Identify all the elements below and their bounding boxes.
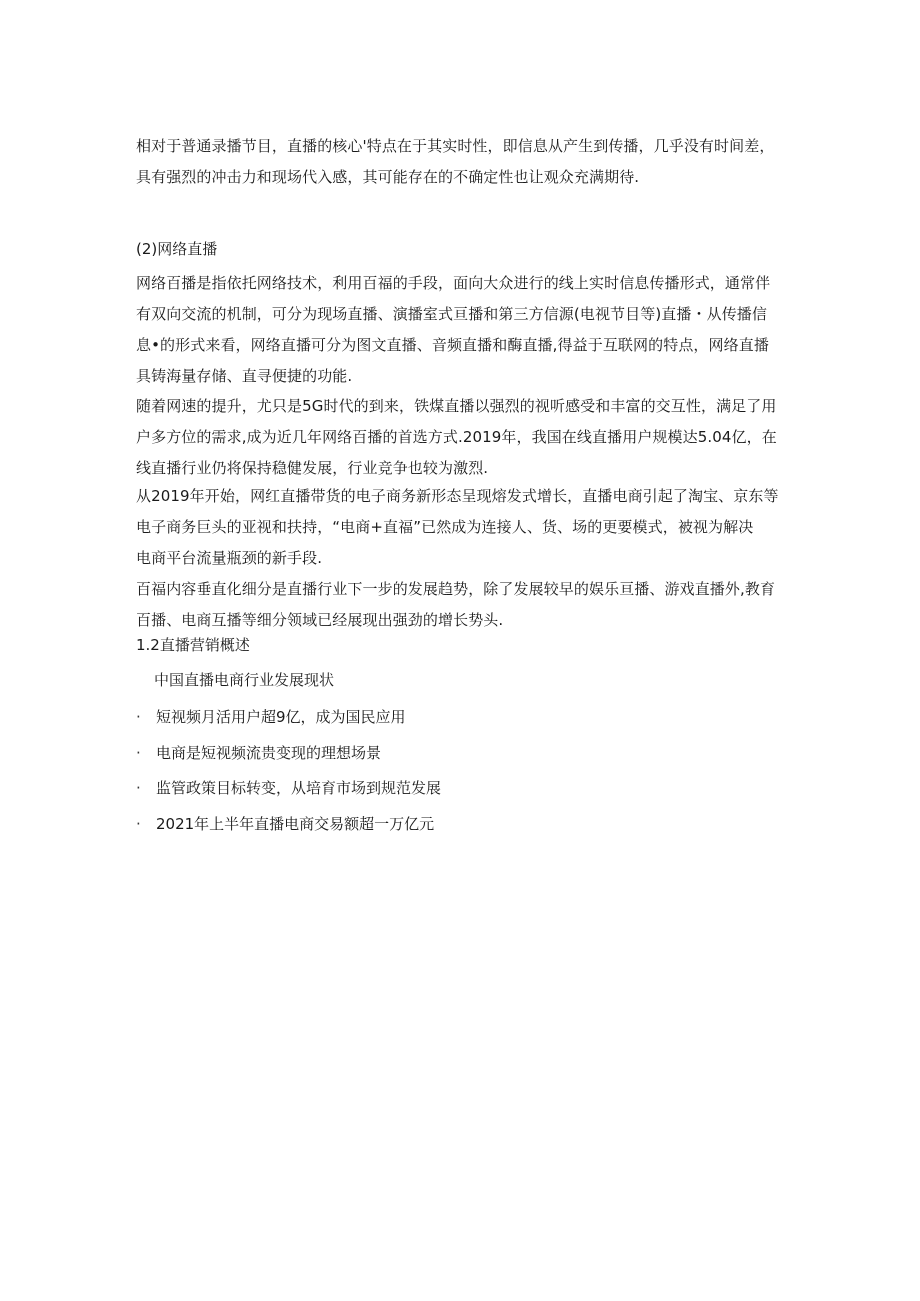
intro-paragraph — [136, 131, 786, 193]
paragraph-line: 网络百播是指依托网络技术，利用百福的手段，面向大众进行的线上实时信息传播形式，通常伴 — [136, 274, 771, 292]
bullet-text: 短视频月活用户超9亿，成为国民应用 — [156, 708, 406, 726]
paragraph-ecommerce — [136, 481, 786, 574]
subsection-title: 1.2直播营销概述 — [136, 636, 250, 654]
bullet-icon: · — [136, 779, 141, 797]
paragraph-line: 息•的形式来看，网络直播可分为图文直播、音频直播和酶直播,得益于互联网的特点，网络直播 — [136, 336, 769, 354]
intro-line-1: 相对于普通录播节目，直播的核心'特点在于其实时性，即信息从产生到传播，几乎没有时间差， — [136, 137, 775, 155]
list-item — [136, 771, 441, 807]
paragraph-line: 电商平台流量瓶颈的新手段. — [136, 549, 323, 567]
paragraph-line: 线直播行业仍将保持稳健发展，行业竞争也较为激烈. — [136, 459, 489, 477]
bullet-text: 电商是短视频流贵变现的理想场景 — [156, 743, 382, 762]
paragraph-network-speed — [136, 391, 786, 484]
list-item — [136, 736, 441, 772]
paragraph-line: 有双向交流的机制，可分为现场直播、演播室式亘播和第三方信源(电视节目等)直播・从传播信 — [136, 305, 768, 323]
bullet-text: 2021年上半年直播电商交易额超一万亿元 — [156, 814, 435, 833]
bullet-text: 监管政策目标转变，从培育市场到规范发展 — [156, 779, 442, 797]
paragraph-line: 百福内容垂直化细分是直播行业下一步的发展趋势，除了发展较早的娱乐亘播、游戏直播外,教育 — [136, 580, 776, 598]
intro-line-2: 具有强烈的冲击力和现场代入感，其可能存在的不确定性也让观众充满期待. — [136, 168, 640, 186]
status-bullet-list — [136, 700, 441, 842]
bullet-icon: · — [136, 708, 141, 726]
bullet-icon: · — [136, 743, 141, 762]
paragraph-line: 百播、电商互播等细分领域已经展现出强劲的增长势头. — [136, 611, 504, 629]
paragraph-network-live — [136, 268, 786, 392]
list-title: 中国直播电商行业发展现状 — [154, 671, 335, 689]
bullet-icon: · — [136, 814, 141, 833]
paragraph-line: 从2019年开始，网红直播带货的电子商务新形态呈现熔发式增长，直播电商引起了淘宝、京东等 — [136, 487, 779, 505]
paragraph-line: 随着网速的提升，尤只是5G时代的到来，铁煤直播以强烈的视听感受和丰富的交互性，满足了用 — [136, 397, 777, 415]
paragraph-line: 具铸海量存储、直寻便捷的功能. — [136, 367, 353, 385]
list-item — [136, 700, 441, 736]
paragraph-line: 户多方位的需求,成为近几年网络百播的首选方式.2019年，我国在线直播用户规模达5.04亿，在 — [136, 428, 777, 446]
list-item — [136, 807, 441, 843]
paragraph-line: 电子商务巨头的亚视和扶持，“电商+直福”已然成为连接人、货、场的更要模式，被视为解决 — [136, 518, 754, 536]
section-title: (2)网络直播 — [136, 240, 218, 258]
paragraph-vertical-trend — [136, 574, 786, 636]
